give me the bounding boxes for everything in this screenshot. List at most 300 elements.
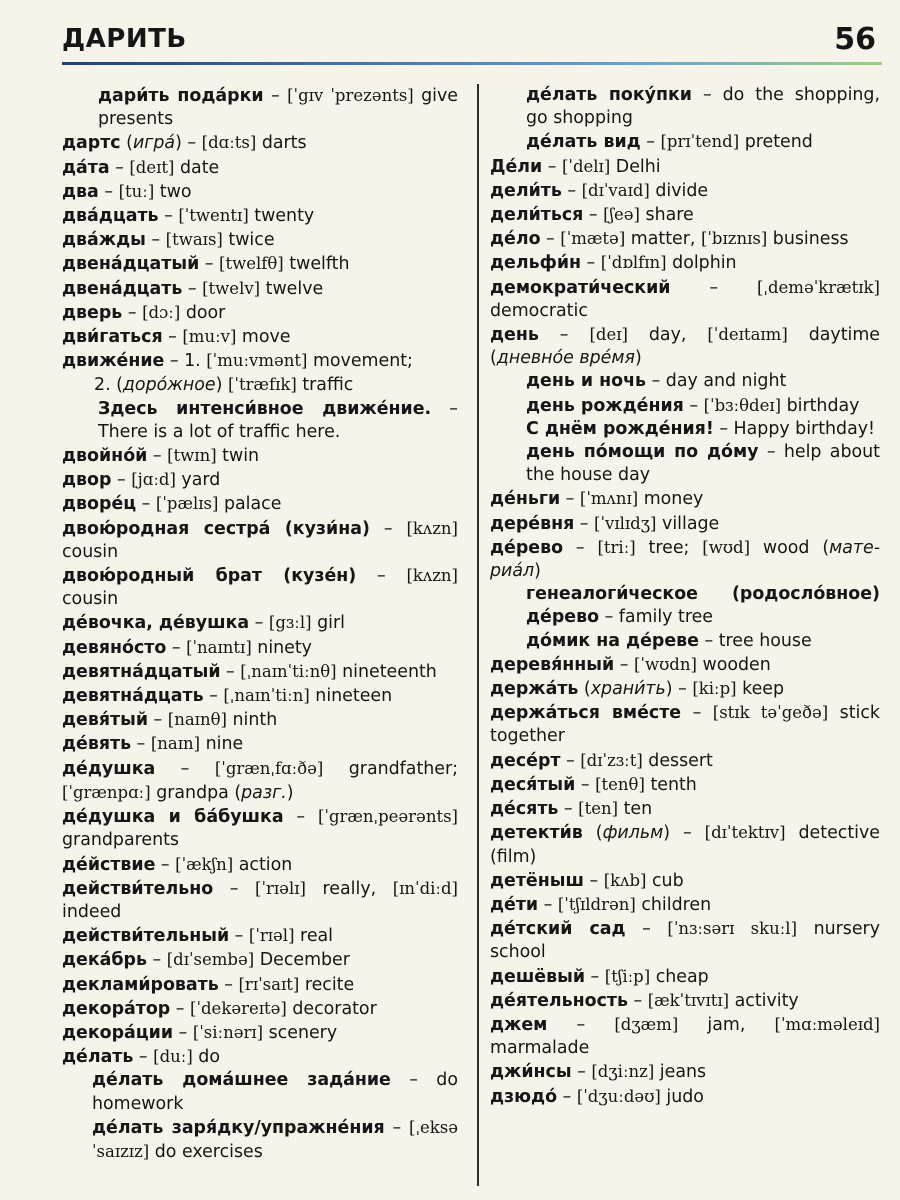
headword: деклами́ровать bbox=[62, 974, 219, 995]
dictionary-entry bbox=[62, 997, 458, 1021]
transcription: [dɔː] bbox=[142, 302, 181, 322]
gloss-text: – bbox=[213, 878, 256, 899]
transcription: [dɑːts] bbox=[201, 133, 257, 153]
dictionary-entry bbox=[62, 252, 458, 276]
gloss-text: divide bbox=[649, 180, 709, 201]
gloss-text: wooden bbox=[696, 654, 771, 675]
transcription: [ˈbɜːθdeɪ] bbox=[703, 395, 782, 415]
dictionary-entry bbox=[62, 349, 458, 373]
gloss-text: ) bbox=[215, 375, 228, 396]
dictionary-entry bbox=[62, 853, 458, 877]
headword: девяно́сто bbox=[62, 637, 167, 658]
transcription: [naɪn] bbox=[150, 734, 201, 754]
dictionary-entry bbox=[62, 757, 458, 805]
gloss-text: twice bbox=[222, 230, 275, 251]
gloss-text: yard bbox=[175, 470, 221, 491]
gloss-text: activity bbox=[729, 990, 799, 1011]
dictionary-entry bbox=[62, 180, 458, 204]
page-header bbox=[62, 22, 882, 58]
headword: де́вочка, де́вушка bbox=[62, 613, 250, 634]
gloss-text: nine bbox=[200, 734, 244, 755]
russian-note: храни́ть bbox=[590, 679, 666, 700]
dictionary-entry bbox=[490, 749, 880, 773]
transcription: [tuː] bbox=[118, 181, 155, 201]
transcription: [stɪk təˈgeðə] bbox=[712, 703, 829, 723]
gloss-text: – day and night bbox=[646, 371, 787, 392]
gloss-text: darts bbox=[256, 133, 307, 154]
dictionary-entry bbox=[490, 653, 880, 677]
dictionary-entry bbox=[62, 228, 458, 252]
dictionary-entry bbox=[62, 492, 458, 516]
running-head: ДАРИТЬ bbox=[62, 24, 187, 54]
headword: да́та bbox=[62, 157, 110, 178]
headword: день рожде́ния bbox=[526, 395, 684, 416]
gloss-text: – bbox=[563, 537, 598, 558]
headword: де́лать заря́дку/упражне́ния bbox=[92, 1117, 385, 1138]
headword: деревя́нный bbox=[490, 654, 615, 675]
gloss-text: grandpa ( bbox=[150, 782, 242, 803]
headword: двена́дцать bbox=[62, 278, 183, 299]
headword: де́рево bbox=[490, 537, 564, 558]
gloss-text: dessert bbox=[642, 750, 713, 771]
dictionary-entry bbox=[490, 893, 880, 917]
headword: девятна́дцать bbox=[62, 686, 204, 707]
gloss-text: – 1. bbox=[164, 351, 207, 372]
headword: дели́ться bbox=[490, 205, 584, 226]
transcription: [ˈsiːnərɪ] bbox=[192, 1022, 264, 1042]
headword: девятна́дцатый bbox=[62, 661, 221, 682]
transcription: [kʌb] bbox=[603, 870, 647, 890]
gloss-text: cousin bbox=[62, 541, 119, 562]
headword: де́ятельность bbox=[490, 990, 628, 1011]
dictionary-entry bbox=[62, 301, 458, 325]
gloss-text: twelfth bbox=[283, 254, 350, 275]
headword: двою́родный брат (кузе́н) bbox=[62, 566, 357, 587]
headword: два́дцать bbox=[62, 206, 159, 227]
gloss-text: – bbox=[561, 180, 582, 201]
dictionary-entry bbox=[490, 536, 880, 583]
transcription: [ˈgrænˌpeərənts] bbox=[317, 807, 458, 827]
dictionary-entry bbox=[490, 487, 880, 511]
dictionary-entry bbox=[62, 973, 458, 997]
gloss-text: girl bbox=[311, 613, 345, 634]
headword: де́сять bbox=[490, 799, 559, 820]
gloss-text: – tree house bbox=[698, 630, 812, 651]
dictionary-entry bbox=[490, 583, 880, 629]
gloss-text: – bbox=[560, 489, 580, 510]
gloss-text: democratic bbox=[490, 300, 588, 321]
headword: действи́тельно bbox=[62, 878, 214, 899]
transcription: [ˈpælɪs] bbox=[155, 494, 219, 514]
headword: движе́ние bbox=[62, 351, 165, 372]
headword: девя́тый bbox=[62, 710, 149, 731]
dictionary-entry bbox=[490, 677, 880, 701]
dictionary-entry bbox=[62, 277, 458, 301]
gloss-text: movement; bbox=[307, 351, 413, 372]
gloss-text: nineteen bbox=[309, 686, 393, 707]
gloss-text: ninety bbox=[251, 637, 312, 658]
gloss-text: business bbox=[767, 229, 849, 250]
gloss-text: 2. ( bbox=[94, 375, 123, 396]
gloss-text: ) – bbox=[663, 823, 705, 844]
headword: дзюдо́ bbox=[490, 1086, 558, 1107]
transcription: [rɪˈsaɪt] bbox=[238, 974, 300, 994]
gloss-text: nineteenth bbox=[336, 661, 437, 682]
headword: двою́родная сестра́ (кузи́на) bbox=[62, 518, 370, 539]
dictionary-entry bbox=[490, 155, 880, 179]
gloss-text: action bbox=[233, 854, 293, 875]
dictionary-entry bbox=[490, 418, 880, 441]
headword: де́тский сад bbox=[490, 919, 626, 940]
gloss-text: December bbox=[254, 950, 350, 971]
transcription: [duː] bbox=[153, 1047, 193, 1067]
gloss-text: – bbox=[547, 1014, 615, 1035]
dictionary-entry bbox=[490, 630, 880, 653]
dictionary-entry bbox=[62, 373, 458, 397]
gloss-text: – bbox=[199, 254, 220, 275]
dictionary-entry bbox=[62, 636, 458, 660]
gloss-text: ten bbox=[618, 799, 653, 820]
transcription: [ækˈtɪvɪtɪ] bbox=[647, 990, 730, 1010]
gloss-text: ) – bbox=[665, 679, 693, 700]
column-divider bbox=[477, 84, 479, 1186]
gloss-text: Delhi bbox=[610, 156, 661, 177]
gloss-text: village bbox=[656, 513, 720, 534]
headword: действи́тельный bbox=[62, 926, 230, 947]
gloss-text: jeans bbox=[654, 1062, 707, 1083]
gloss-text: – bbox=[538, 325, 590, 346]
transcription: [ˈtwentɪ] bbox=[178, 206, 249, 226]
gloss-text: – bbox=[581, 253, 601, 274]
gloss-text: grandparents bbox=[62, 830, 179, 851]
gloss-text: children bbox=[635, 894, 712, 915]
gloss-text: – family tree bbox=[599, 607, 713, 628]
gloss-text: give presents bbox=[98, 86, 458, 130]
headword: деся́тый bbox=[490, 774, 576, 795]
gloss-text: judo bbox=[660, 1086, 704, 1107]
left-column bbox=[62, 84, 458, 1164]
gloss-text: – bbox=[111, 470, 132, 491]
gloss-text: keep bbox=[736, 679, 785, 700]
gloss-text: – bbox=[229, 926, 249, 947]
gloss-text: ) – bbox=[175, 133, 202, 154]
gloss-text: – bbox=[131, 734, 151, 755]
gloss-text: date bbox=[174, 157, 220, 178]
gloss-text: daytime ( bbox=[490, 325, 880, 369]
gloss-text: day, bbox=[627, 325, 708, 346]
gloss-text: – bbox=[136, 494, 156, 515]
dictionary-entry bbox=[490, 394, 880, 418]
gloss-text: – bbox=[614, 654, 634, 675]
gloss-text: dolphin bbox=[666, 253, 737, 274]
dictionary-entry bbox=[62, 732, 458, 756]
transcription: [dɪˈsembə] bbox=[166, 950, 255, 970]
transcription: [jɑːd] bbox=[131, 470, 176, 490]
dictionary-entry bbox=[490, 869, 880, 893]
transcription: [dʒæm] bbox=[614, 1014, 679, 1034]
transcription: [ˈvɪlɪdʒ] bbox=[594, 513, 657, 533]
gloss-text: tenth bbox=[644, 774, 697, 795]
dictionary-entry bbox=[490, 917, 880, 964]
dictionary-entry bbox=[490, 203, 880, 227]
headword: двена́дцатый bbox=[62, 254, 200, 275]
russian-note: дневно́е вре́мя bbox=[496, 348, 635, 369]
transcription: [ˈmuːvmənt] bbox=[206, 351, 308, 371]
headword: держа́ться вме́сте bbox=[490, 703, 682, 724]
transcription: [dʒiːnz] bbox=[591, 1062, 655, 1082]
russian-note: фильм bbox=[602, 823, 664, 844]
dictionary-entry bbox=[490, 773, 880, 797]
headword: дворе́ц bbox=[62, 494, 137, 515]
gloss-text: – bbox=[356, 566, 407, 587]
dictionary-entry bbox=[62, 84, 458, 131]
dictionary-entry bbox=[62, 1021, 458, 1045]
gloss-text: traffic bbox=[296, 375, 354, 396]
transcription: [muːv] bbox=[182, 327, 237, 347]
dictionary-entry bbox=[62, 517, 458, 564]
headword: де́вять bbox=[62, 734, 132, 755]
gloss-text: cousin bbox=[62, 589, 119, 610]
transcription: [ˈgrænˌfɑːðə] bbox=[214, 758, 324, 778]
gloss-text: – bbox=[640, 132, 661, 153]
gloss-text: move bbox=[236, 327, 291, 348]
dictionary-entry bbox=[490, 251, 880, 275]
transcription: [ˈmʌnɪ] bbox=[579, 489, 639, 509]
gloss-text: ) bbox=[534, 561, 541, 582]
headword: день и ночь bbox=[526, 371, 647, 392]
gloss-text: – bbox=[683, 395, 704, 416]
transcription: [triː] bbox=[597, 537, 636, 557]
gloss-text: ) bbox=[286, 782, 294, 803]
dictionary-entry bbox=[490, 965, 880, 989]
gloss-text: twenty bbox=[248, 206, 315, 227]
gloss-text: jam, bbox=[678, 1014, 775, 1035]
russian-note: доро́жное bbox=[122, 375, 216, 396]
transcription: [ˈwʊdn] bbox=[633, 654, 697, 674]
transcription: [ˈdelɪ] bbox=[561, 156, 611, 176]
dictionary-entry bbox=[62, 1045, 458, 1069]
gloss-text: – bbox=[558, 799, 579, 820]
transcription: [ɪnˈdiːd] bbox=[392, 878, 458, 898]
gloss-text: – bbox=[133, 1047, 154, 1068]
dictionary-entry bbox=[490, 227, 880, 251]
headword: джи́нсы bbox=[490, 1062, 572, 1083]
headword: де́ло bbox=[490, 229, 541, 250]
gloss-text: – bbox=[122, 302, 143, 323]
transcription: [ˈækʃn] bbox=[175, 854, 234, 874]
transcription: [ˈgɪv ˈprezənts] bbox=[287, 86, 414, 105]
dictionary-entry bbox=[490, 1060, 880, 1084]
gloss-text: real bbox=[294, 926, 334, 947]
gloss-text: share bbox=[639, 205, 694, 226]
gloss-text: marmalade bbox=[490, 1038, 590, 1059]
dictionary-entry bbox=[62, 131, 458, 155]
gloss-text: – bbox=[145, 230, 166, 251]
transcription: [dɪˈtektɪv] bbox=[704, 823, 786, 843]
gloss-text: – bbox=[670, 277, 757, 298]
gloss-text: – bbox=[625, 919, 668, 940]
transcription: [tenθ] bbox=[595, 774, 645, 794]
gloss-text: really, bbox=[305, 878, 393, 899]
headword: два́жды bbox=[62, 230, 146, 251]
transcription: [ˈrɪəlɪ] bbox=[255, 878, 306, 898]
headword: день по́мощи по до́му bbox=[526, 442, 759, 463]
headword: двойно́й bbox=[62, 446, 148, 467]
header-rule bbox=[62, 62, 882, 65]
gloss-text: recite bbox=[299, 974, 355, 995]
transcription: [twelv] bbox=[202, 278, 261, 298]
gloss-text: nursery school bbox=[490, 919, 880, 963]
dictionary-entry bbox=[62, 660, 458, 684]
headword: двор bbox=[62, 470, 112, 491]
transcription: [ˈgrænpɑː] bbox=[62, 782, 151, 802]
gloss-text: scenery bbox=[263, 1022, 338, 1043]
transcription: [ˌeksəˈsaɪzɪz] bbox=[92, 1117, 458, 1161]
gloss-text: – bbox=[146, 950, 167, 971]
gloss-text: – bbox=[538, 894, 558, 915]
headword: дели́ть bbox=[490, 180, 562, 201]
headword: С днём рожде́ния! bbox=[526, 418, 714, 439]
russian-note: игра́ bbox=[132, 133, 176, 154]
headword: дешёвый bbox=[490, 966, 586, 987]
dictionary-entry bbox=[490, 276, 880, 323]
gloss-text: tree; bbox=[635, 537, 703, 558]
gloss-text: ( bbox=[120, 133, 133, 154]
gloss-text: – bbox=[173, 1022, 193, 1043]
transcription: [ˈbɪznɪs] bbox=[700, 229, 768, 249]
headword: дви́гаться bbox=[62, 327, 163, 348]
headword: дере́вня bbox=[490, 513, 575, 534]
dictionary-entry bbox=[62, 924, 458, 948]
dictionary-entry bbox=[490, 179, 880, 203]
transcription: [ˈtræfɪk] bbox=[227, 375, 297, 395]
dictionary-entry bbox=[490, 1085, 880, 1109]
gloss-text: – bbox=[158, 206, 179, 227]
transcription: [ˈdeɪtaɪm] bbox=[707, 325, 788, 345]
headword: де́ти bbox=[490, 894, 539, 915]
page-number: 56 bbox=[834, 22, 876, 57]
transcription: [ˈmɑːməleɪd] bbox=[774, 1014, 880, 1034]
transcription: [ˌdeməˈkrætɪk] bbox=[757, 277, 880, 297]
gloss-text: birthday bbox=[781, 395, 860, 416]
gloss-text: – bbox=[583, 205, 604, 226]
headword: де́йствие bbox=[62, 854, 156, 875]
transcription: [ˈdekəreɪtə] bbox=[190, 998, 287, 1018]
dictionary-entry bbox=[62, 877, 458, 924]
transcription: [kʌzn] bbox=[406, 566, 458, 586]
headword: де́ньги bbox=[490, 489, 561, 510]
transcription: [naɪnθ] bbox=[167, 710, 227, 730]
gloss-text: matter, bbox=[625, 229, 701, 250]
headword: до́мик на де́реве bbox=[526, 630, 699, 651]
headword: Здесь интенси́вное движе́ние. bbox=[98, 398, 432, 419]
gloss-text: – bbox=[148, 710, 168, 731]
gloss-text: – bbox=[283, 807, 318, 828]
gloss-text: – bbox=[560, 750, 581, 771]
gloss-text: ( bbox=[578, 679, 591, 700]
gloss-text: twin bbox=[216, 446, 260, 467]
headword: демократи́ческий bbox=[490, 277, 671, 298]
dictionary-entry bbox=[62, 708, 458, 732]
transcription: [tʃiːp] bbox=[604, 966, 651, 986]
dictionary-entry bbox=[62, 611, 458, 635]
headword: де́лать вид bbox=[526, 132, 641, 153]
gloss-text: – bbox=[147, 446, 168, 467]
gloss-text: – bbox=[542, 156, 562, 177]
transcription: [dɪˈvaɪd] bbox=[581, 180, 650, 200]
gloss-text: two bbox=[154, 181, 192, 202]
headword: де́лать дома́шнее зада́ние bbox=[92, 1070, 391, 1091]
gloss-text: – There is a lot of traffic here. bbox=[98, 398, 458, 442]
headword: детекти́в bbox=[490, 823, 583, 844]
headword: де́лать bbox=[62, 1047, 134, 1068]
dictionary-entry bbox=[62, 444, 458, 468]
gloss-text: – bbox=[540, 229, 561, 250]
headword: дека́брь bbox=[62, 950, 147, 971]
gloss-text: – bbox=[166, 637, 187, 658]
transcription: [gɜːl] bbox=[268, 613, 312, 633]
transcription: [ˌnaɪnˈtiːnθ] bbox=[240, 661, 337, 681]
dictionary-entry bbox=[62, 204, 458, 228]
transcription: [deɪ] bbox=[589, 325, 628, 345]
russian-note: материа́л bbox=[490, 537, 880, 582]
headword: генеалоги́ческое (родосло́вное) де́рево bbox=[526, 584, 880, 628]
gloss-text: – bbox=[583, 870, 604, 891]
dictionary-entry bbox=[490, 130, 880, 154]
gloss-text: do exercises bbox=[149, 1141, 263, 1162]
transcription: [ˌnaɪnˈtiːn] bbox=[223, 686, 310, 706]
transcription: [ˈnɜːsərɪ skuːl] bbox=[667, 919, 798, 939]
gloss-text: twelve bbox=[260, 278, 324, 299]
dictionary-entry bbox=[62, 1116, 458, 1164]
headword: дари́ть пода́рки bbox=[98, 86, 264, 106]
gloss-text: decorator bbox=[286, 998, 377, 1019]
gloss-text: – bbox=[571, 1062, 592, 1083]
gloss-text: palace bbox=[218, 494, 282, 515]
dictionary-entry bbox=[490, 370, 880, 393]
headword: де́душка и ба́бушка bbox=[62, 807, 284, 828]
gloss-text: – help about the house day bbox=[526, 442, 880, 486]
transcription: [twɪn] bbox=[167, 446, 217, 466]
gloss-text: grandfather; bbox=[323, 758, 458, 779]
gloss-text: – bbox=[109, 157, 130, 178]
gloss-text: cub bbox=[646, 870, 684, 891]
dictionary-entry bbox=[62, 325, 458, 349]
transcription: [ˈtʃɪldrən] bbox=[557, 894, 636, 914]
dictionary-entry bbox=[62, 398, 458, 444]
dictionary-entry bbox=[62, 684, 458, 708]
dictionary-entry bbox=[62, 1069, 458, 1115]
gloss-text: – bbox=[98, 181, 119, 202]
gloss-text: ninth bbox=[226, 710, 278, 731]
transcription: [wʊd] bbox=[702, 537, 751, 557]
headword: джем bbox=[490, 1014, 548, 1035]
gloss-text: – bbox=[369, 518, 407, 539]
headword: декора́тор bbox=[62, 998, 171, 1019]
gloss-text: stick together bbox=[490, 703, 880, 747]
russian-note: разг. bbox=[241, 782, 287, 803]
gloss-text: – bbox=[585, 966, 605, 987]
gloss-text: ( bbox=[582, 823, 603, 844]
gloss-text: – bbox=[681, 703, 713, 724]
gloss-text: – bbox=[155, 854, 176, 875]
right-column bbox=[490, 84, 880, 1109]
transcription: [twaɪs] bbox=[165, 230, 223, 250]
transcription: [ˈdɒlfɪn] bbox=[600, 253, 667, 273]
headword: дверь bbox=[62, 302, 123, 323]
gloss-text: – bbox=[249, 613, 269, 634]
dictionary-entry bbox=[490, 323, 880, 370]
